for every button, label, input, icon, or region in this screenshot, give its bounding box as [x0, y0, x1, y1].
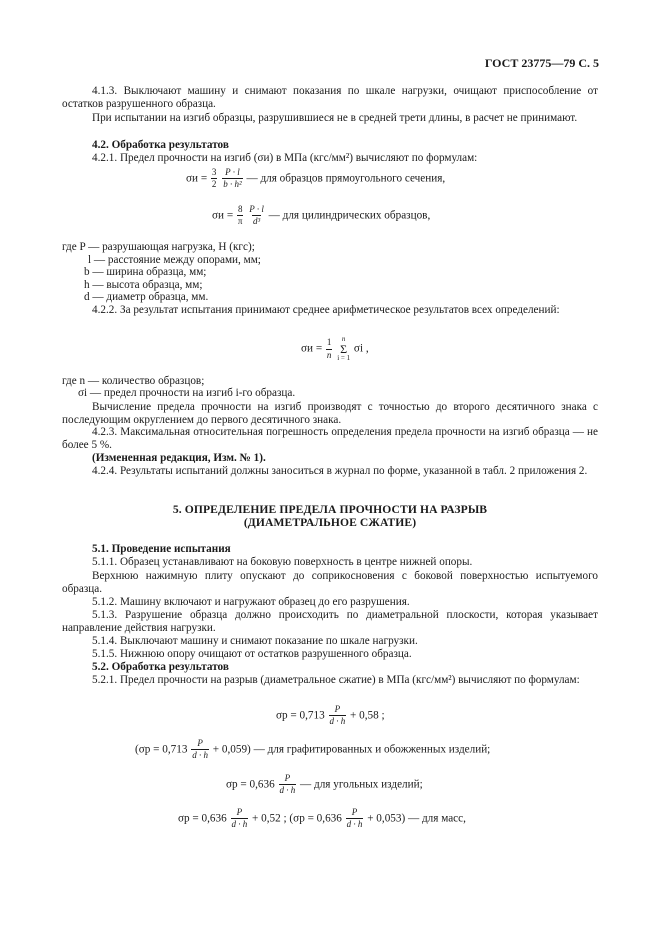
formula-mean: [301, 336, 369, 362]
formula-prefix: σр = 0,636: [226, 778, 275, 791]
formula-symbol: σи =: [301, 342, 323, 355]
coefficient-numerator: 3: [211, 167, 217, 177]
paragraph-5-1-5: 5.1.5. Нижнюю опору очищают от остатков разрушенного образца.: [92, 648, 412, 660]
formula-suffix: + 0,053) — для масс,: [367, 812, 466, 825]
formula-suffix: — для угольных изделий;: [300, 778, 423, 791]
fraction-denominator: d³: [252, 216, 261, 227]
definition-width: b — ширина образца, мм;: [84, 266, 207, 278]
definition-load: где P — разрушающая нагрузка, Н (кгс);: [62, 241, 255, 253]
fraction: [231, 808, 249, 830]
sum-upper-limit: n: [341, 335, 346, 343]
fraction-numerator: P: [236, 807, 243, 817]
fraction: [329, 705, 347, 727]
fraction-numerator: 1: [326, 337, 332, 348]
sum-term: σi ,: [353, 342, 369, 355]
fraction-numerator: P: [197, 738, 203, 748]
paragraph-4-1-3: 4.1.3. Выключают машину и снимают показания по шкале нагрузки, очищают приспособление от остатков разрушенного образца.: [62, 85, 598, 110]
formula-suffix: + 0,58 ;: [350, 709, 385, 722]
paragraph-4-2-3: 4.2.3. Максимальная относительная погрешность определения предела прочности на изгиб образца — не более 5 %.: [62, 426, 598, 451]
fraction-denominator: d · h: [231, 819, 248, 830]
formula-cylindrical: [212, 205, 430, 227]
formula-description: — для образцов прямоугольного сечения,: [246, 172, 446, 185]
formula-middle: + 0,52 ; (σр = 0,636: [252, 812, 342, 825]
sum-sign: Σ: [340, 342, 348, 356]
formula-prefix: (σр = 0,713: [135, 743, 188, 756]
fraction: [191, 739, 209, 761]
paragraph-4-2-2: 4.2.2. За результат испытания принимают среднее арифметическое результатов всех определений:: [92, 304, 560, 316]
amendment-note: (Измененная редакция, Изм. № 1).: [92, 452, 266, 464]
fraction-denominator: d · h: [279, 785, 296, 796]
formula-general: [276, 705, 385, 727]
fraction: [279, 774, 297, 796]
fraction-denominator: d · h: [192, 750, 208, 761]
paragraph-5-1-2: 5.1.2. Машину включают и нагружают образец до его разрушения.: [92, 596, 410, 608]
paragraph-5-2-1: 5.2.1. Предел прочности на разрыв (диаметральное сжатие) в МПа (кгс/мм²) вычисляют по формулам:: [92, 674, 580, 686]
mean-fraction: [326, 338, 333, 360]
paragraph-4-2-4: 4.2.4. Результаты испытаний должны заноситься в журнал по форме, указанной в табл. 2 приложения 2.: [92, 465, 588, 477]
summation: [337, 336, 350, 362]
fraction-numerator: P · l: [249, 204, 264, 214]
sum-lower-limit: i = 1: [337, 354, 351, 362]
coefficient-denominator: π: [237, 216, 243, 227]
coefficient-fraction: [211, 168, 218, 190]
definition-span: l — расстояние между опорами, мм;: [88, 254, 261, 266]
paragraph-5-1-4: 5.1.4. Выключают машину и снимают показание по шкале нагрузки.: [92, 635, 418, 647]
coefficient-denominator: 2: [211, 179, 217, 190]
coefficient-numerator: 8: [237, 204, 243, 214]
fraction-denominator: d · h: [329, 716, 346, 727]
main-fraction: [248, 205, 265, 227]
paragraph-4-2-1: 4.2.1. Предел прочности на изгиб (σи) в МПа (кгс/мм²) вычисляют по формулам:: [92, 152, 478, 164]
definition-height: h — высота образца, мм;: [84, 279, 203, 291]
coefficient-fraction: [237, 205, 244, 227]
heading-4-2: 4.2. Обработка результатов: [92, 139, 229, 151]
definition-count: где n — количество образцов;: [62, 375, 205, 387]
main-fraction: [222, 168, 242, 190]
second-fraction: [346, 808, 364, 830]
section-5-title: 5. ОПРЕДЕЛЕНИЕ ПРЕДЕЛА ПРОЧНОСТИ НА РАЗРЫВ: [172, 503, 488, 516]
formula-description: — для цилиндрических образцов,: [268, 209, 431, 222]
fraction-numerator: P: [334, 704, 341, 714]
paragraph-5-1-3: 5.1.3. Разрушение образца должно происходить по диаметральной плоскости, которая указывает направление действия нагрузки.: [62, 609, 598, 634]
formula-rectangular: [186, 168, 445, 190]
section-5-subtitle: (ДИАМЕТРАЛЬНОЕ СЖАТИЕ): [243, 516, 417, 529]
formula-carbon: [226, 774, 423, 796]
definition-sigma-i: σi — предел прочности на изгиб i-го образца.: [78, 387, 296, 399]
formula-symbol: σи =: [212, 209, 234, 222]
formula-symbol: σи =: [186, 172, 208, 185]
paragraph-5-1-1: 5.1.1. Образец устанавливают на боковую поверхность в центре нижней опоры.: [92, 556, 473, 568]
paragraph-upper-plate: Верхнюю нажимную плиту опускают до соприкосновения с боковой поверхностью испытуемого образца.: [62, 570, 598, 595]
fraction-numerator: P: [284, 773, 291, 783]
fraction-denominator: b · h²: [223, 179, 242, 190]
paragraph-bend-test: При испытании на изгиб образцы, разрушившиеся не в средней трети длины, в расчет не принимают.: [92, 112, 578, 124]
formula-graphitized: [135, 739, 490, 761]
fraction-numerator: P · l: [225, 167, 240, 177]
definition-diameter: d — диаметр образца, мм.: [84, 291, 209, 303]
formula-prefix: σр = 0,713: [276, 709, 325, 722]
page-header: ГОСТ 23775—79 С. 5: [484, 56, 599, 70]
fraction-numerator: P: [351, 807, 358, 817]
paragraph-calculation: Вычисление предела прочности на изгиб производят с точностью до второго десятичного знака с последующим округлением до первого десятичного знака.: [62, 401, 598, 426]
formula-prefix: σр = 0,636: [178, 812, 227, 825]
formula-masses: [178, 808, 466, 830]
formula-suffix: + 0,059) — для графитированных и обожженных изделий;: [212, 743, 491, 756]
heading-5-2: 5.2. Обработка результатов: [92, 661, 229, 673]
fraction-denominator: d · h: [346, 819, 363, 830]
heading-5-1: 5.1. Проведение испытания: [92, 543, 231, 555]
fraction-denominator: n: [326, 349, 332, 360]
